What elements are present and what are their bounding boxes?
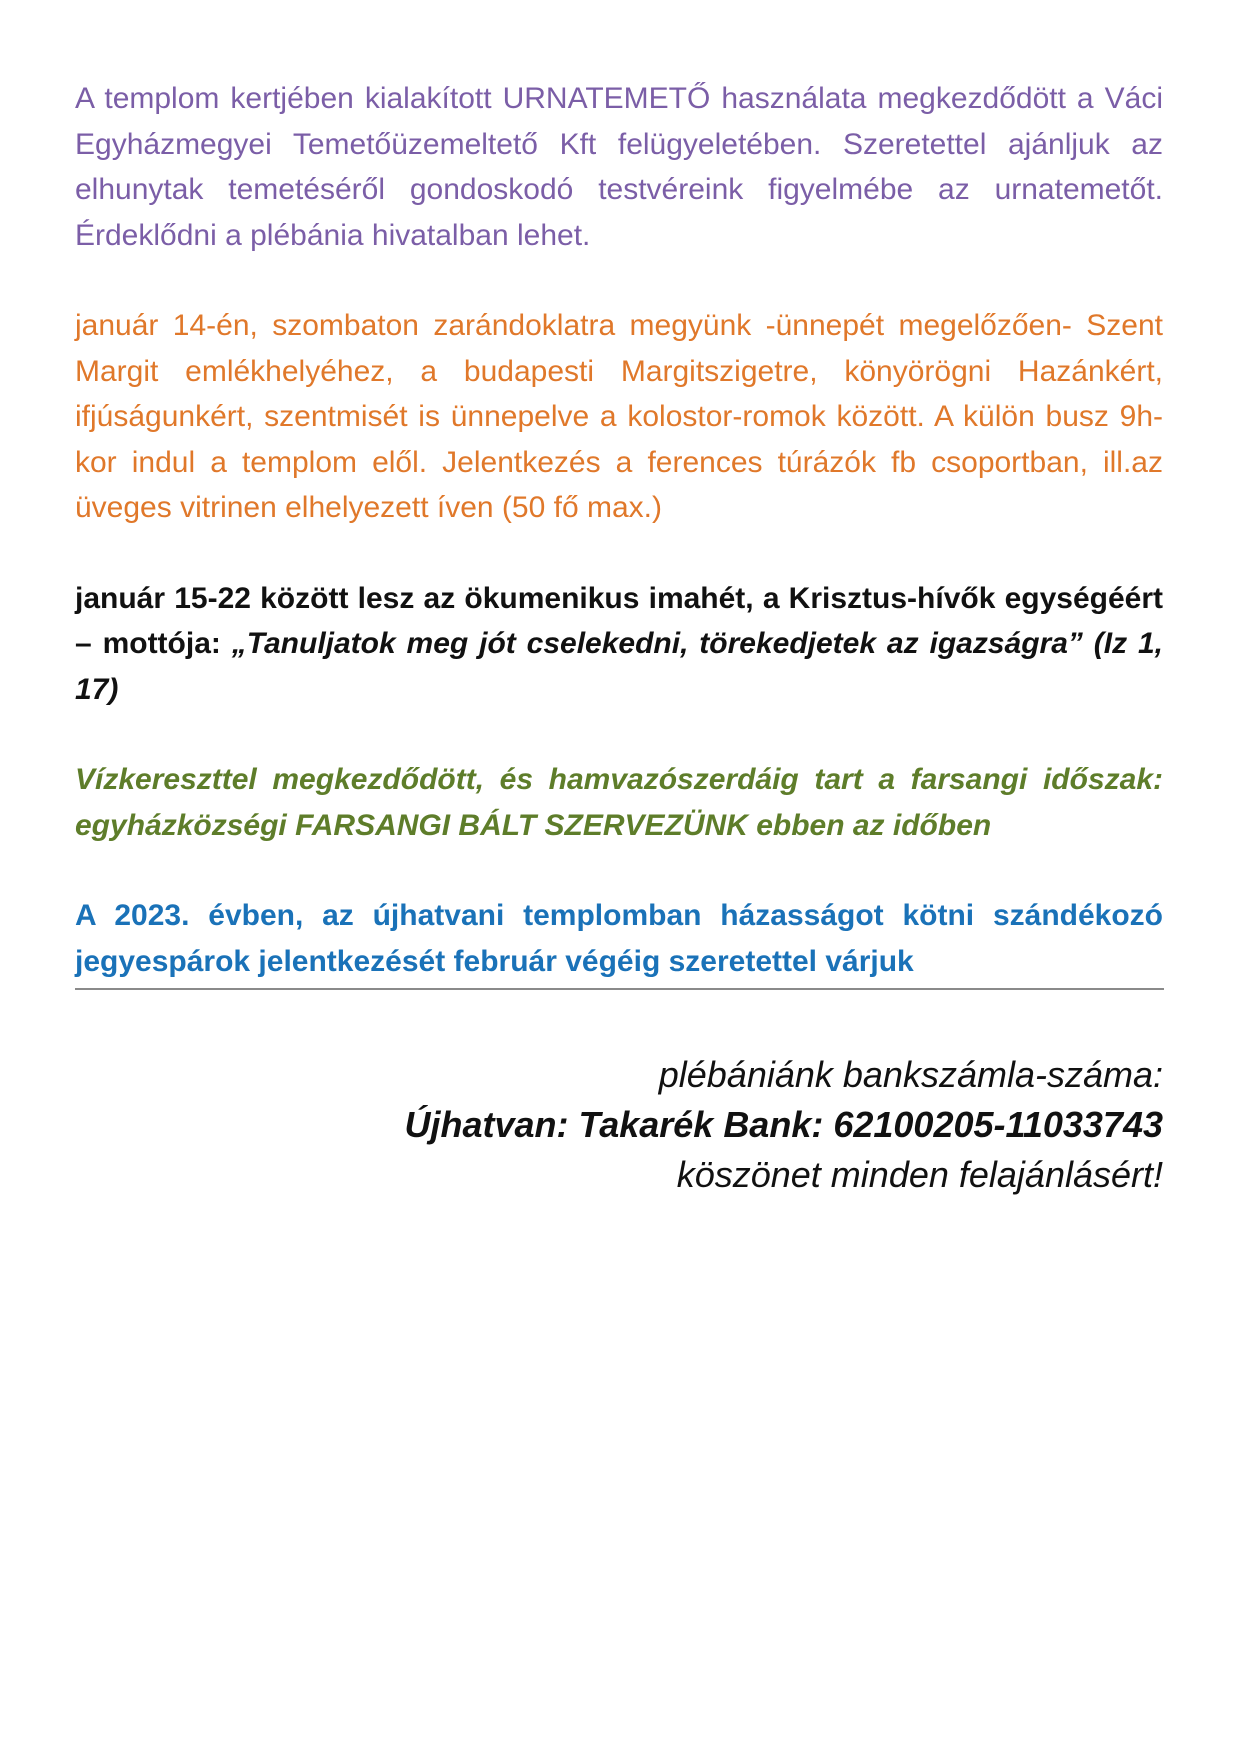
prayer-week-notice (75, 576, 1163, 713)
urnatemeto-notice: A templom kertjében kialakított URNATEMETŐ használata megkezdődött a Váci Egyházmegyei Temetőüzemeltető Kft felügyeletében. Szeretettel ajánljuk az elhunytak temetéséről gondoskodó testvéreink figyelmébe az urnatemetőt. Érdeklődni a plébánia hivatalban lehet. (75, 82, 1163, 252)
bank-account-label: plébániánk bankszámla-száma: (658, 1054, 1163, 1095)
prayer-week-intro: január 15-22 között lesz az ökumenikus imahét, a Krisztus-hívők egységéért – mottója: (75, 581, 1163, 660)
bulletin-page (75, 76, 1163, 1200)
pilgrimage-notice: január 14-én, szombaton zarándoklatra megyünk -ünnepét megelőzően- Szent Margit emlékhelyéhez, a budapesti Margitszigetre, könyörögni Hazánkért, ifjúságunkért, szentmisét is ünnepelve a kolostor-romok között. A külön busz 9h-kor indul a templom elől. Jelentkezés a ferences túrázók fb csoportban, ill.az üveges vitrinen elhelyezett íven (50 fő max.) (75, 309, 1163, 524)
prayer-week-motto: „Tanuljatok meg jót cselekedni, törekedjetek az igazságra” (Iz 1, 17) (75, 627, 1163, 706)
carnival-notice: Vízkereszttel megkezdődött, és hamvazószerdáig tart a farsangi időszak: egyházközségi FARSANGI BÁLT SZERVEZÜNK ebben az időben (75, 763, 1163, 842)
bank-account-number: Újhatvan: Takarék Bank: 62100205-11033743 (404, 1104, 1163, 1145)
wedding-notice: A 2023. évben, az újhatvani templomban házasságot kötni szándékozó jegyespárok jelentkezését február végéig szeretettel várjuk (75, 899, 1163, 978)
bank-account-block (75, 1050, 1163, 1200)
divider-line (75, 988, 1164, 990)
thanks-line: köszönet minden felajánlásért! (676, 1154, 1163, 1195)
